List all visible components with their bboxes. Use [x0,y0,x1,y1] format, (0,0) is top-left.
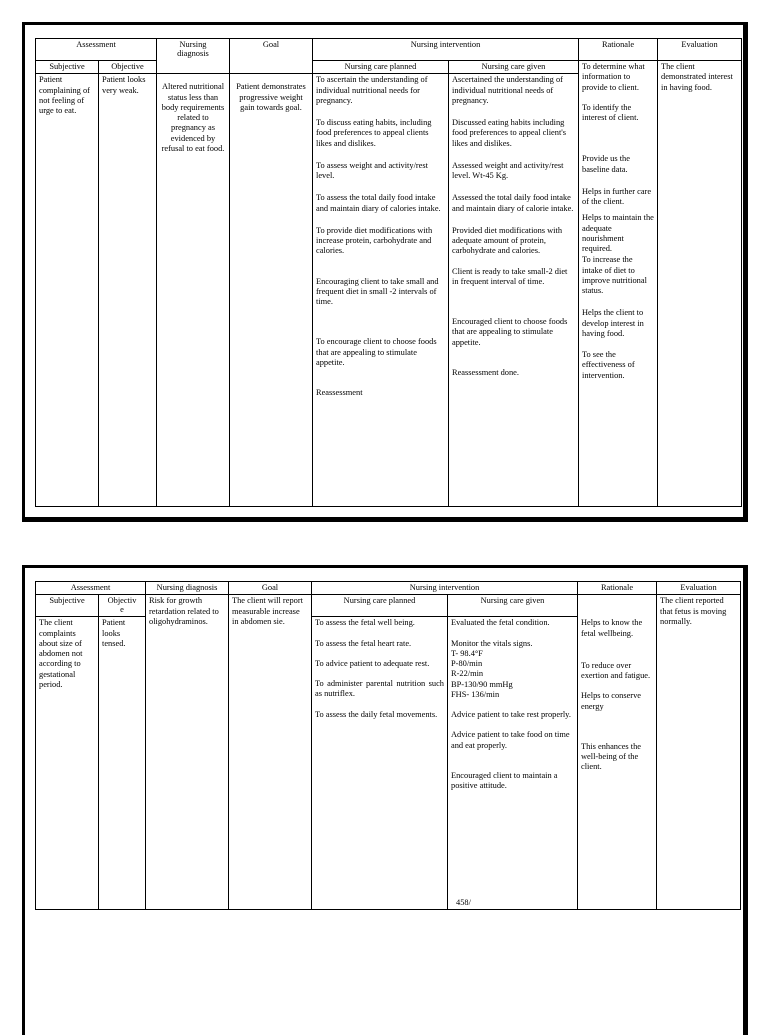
care-planned-item: To administer parental nutrition such as nutriflex. [315,679,444,699]
rationale-item: Provide us the baseline data. [582,154,630,174]
nursing-intervention-header: Nursing intervention [313,39,579,61]
rationale-item: To increase the intake of diet to improve nutritional status. [582,255,647,295]
subjective-header: Subjective [36,61,99,74]
page-number: 458/ [456,898,471,907]
objective-header: Objective [99,61,157,74]
goal-header: Goal [230,39,313,74]
rationale-item: Helps to maintain the adequate nourishment required. [582,213,654,253]
care-given-cell [448,617,578,910]
goal-header: Goal [229,582,312,595]
objective-cell: Patient looks tensed. [99,617,146,910]
objective-cell: Patient looks very weak. [99,74,157,507]
care-given-item: Assessed weight and activity/rest level. Wt-45 Kg. [452,160,564,180]
care-given-item: Reassessment done. [452,367,519,377]
care-planned-item: To provide diet modifications with increase protein, carbohydrate and calories. [316,225,433,256]
subjective-header: Subjective [36,595,99,617]
rationale-item: Helps in further care of the client. [582,186,652,206]
care-planned-item: To assess the fetal heart rate. [315,638,412,648]
care-planned-item: To assess the daily fetal movements. [315,709,438,719]
subjective-cell: The client complaints about size of abdomen not according to gestational period. [36,617,99,910]
evaluation-header: Evaluation [658,39,742,61]
assessment-header: Assessment [36,39,157,61]
care-given-item: Encouraged client to maintain a positive attitude. [451,770,558,790]
care-planned-item: To assess the total daily food intake and maintain diary of calories intake. [316,193,441,213]
care-given-item: Evaluated the fetal condition. [451,618,550,628]
rationale-header: Rationale [578,582,657,595]
rationale-item: To identify the interest of client. [582,102,639,122]
rationale-item: This enhances the well-being of the client. [581,741,641,772]
care-plan-table-1 [35,38,742,507]
care-plan-page-1 [22,22,748,522]
care-plan-table-2 [35,581,741,910]
care-given-item: Discussed eating habits including food preferences to appeal client's likes and dislikes. [452,118,567,148]
rationale-item: To determine what information to provide to client. [582,62,645,92]
nursing-diagnosis-header: Nursing diagnosis [146,582,229,595]
care-planned-header: Nursing care planned [312,595,448,617]
care-given-header: Nursing care given [449,61,579,74]
care-planned-cell [312,617,448,910]
care-given-item: Provided diet modifications with adequate amount of protein, carbohydrate and calories. [452,225,563,256]
care-planned-item: To advice patient to adequate rest. [315,658,430,668]
rationale-item: To reduce over exertion and fatigue. [581,660,651,680]
rationale-item: Helps to conserve energy [581,691,642,711]
care-planned-item: To encourage client to choose foods that are appealing to stimulate appetite. [316,337,437,367]
care-planned-item: Encouraging client to take small and frequent diet in small -2 intervals of time. [316,276,439,306]
care-planned-item: To assess weight and activity/rest level. [316,160,428,180]
evaluation-header: Evaluation [657,582,741,595]
rationale-header: Rationale [579,39,658,61]
objective-header: Objectiv e [99,595,146,617]
nursing-diagnosis-header: Nursing diagnosis [157,39,230,74]
care-given-item: Encouraged client to choose foods that are appealing to stimulate appetite. [452,317,568,347]
care-planned-item: To assess the fetal well being. [315,618,415,628]
rationale-cell [579,61,658,507]
evaluation-cell: The client reported that fetus is moving normally. [657,595,741,910]
care-given-item: Assessed the total daily food intake and maintain diary of calorie intake. [452,193,574,213]
subjective-cell: Patient complaining of not feeling of urge to eat. [36,74,99,507]
care-planned-item: To ascertain the understanding of individual nutritional needs for pregnancy. [316,75,428,105]
care-given-cell [449,74,579,507]
diagnosis-cell: Risk for growth retardation related to oligohydraminos. [146,595,229,910]
care-planned-header: Nursing care planned [313,61,449,74]
diagnosis-cell: Altered nutritional status less than body requirements related to pregnancy as evidenced by refusal to eat food. [157,74,230,507]
care-plan-page-2 [22,565,748,1035]
care-planned-cell [313,74,449,507]
rationale-item: Helps the client to develop interest in having food. [582,308,644,338]
care-given-item: Ascertained the understanding of individual nutritional needs of pregnancy. [452,75,563,105]
care-planned-item: To discuss eating habits, including food preferences to appeal clients likes and dislikes. [316,118,432,148]
care-planned-item: Reassessment [316,388,363,397]
rationale-item: Helps to know the fetal wellbeing. [581,618,643,638]
care-given-item: Advice patient to take rest properly. [451,710,571,719]
care-given-item: Advice patient to take food on time and eat properly. [451,730,570,750]
care-given-header: Nursing care given [448,595,578,617]
assessment-header: Assessment [36,582,146,595]
rationale-cell [578,595,657,910]
rationale-item: To see the effectiveness of intervention. [582,350,635,380]
goal-cell: The client will report measurable increase in abdomen sie. [229,595,312,910]
goal-cell: Patient demonstrates progressive weight gain towards goal. [230,74,313,507]
evaluation-cell: The client demonstrated interest in having food. [658,61,742,507]
care-given-item: Client is ready to take small-2 diet in frequent interval of time. [452,266,568,286]
nursing-intervention-header: Nursing intervention [312,582,578,595]
care-given-item: Monitor the vitals signs. T- 98.4°F P-80/min R-22/min BP-130/90 mmHg FHS- 136/min [451,638,533,699]
